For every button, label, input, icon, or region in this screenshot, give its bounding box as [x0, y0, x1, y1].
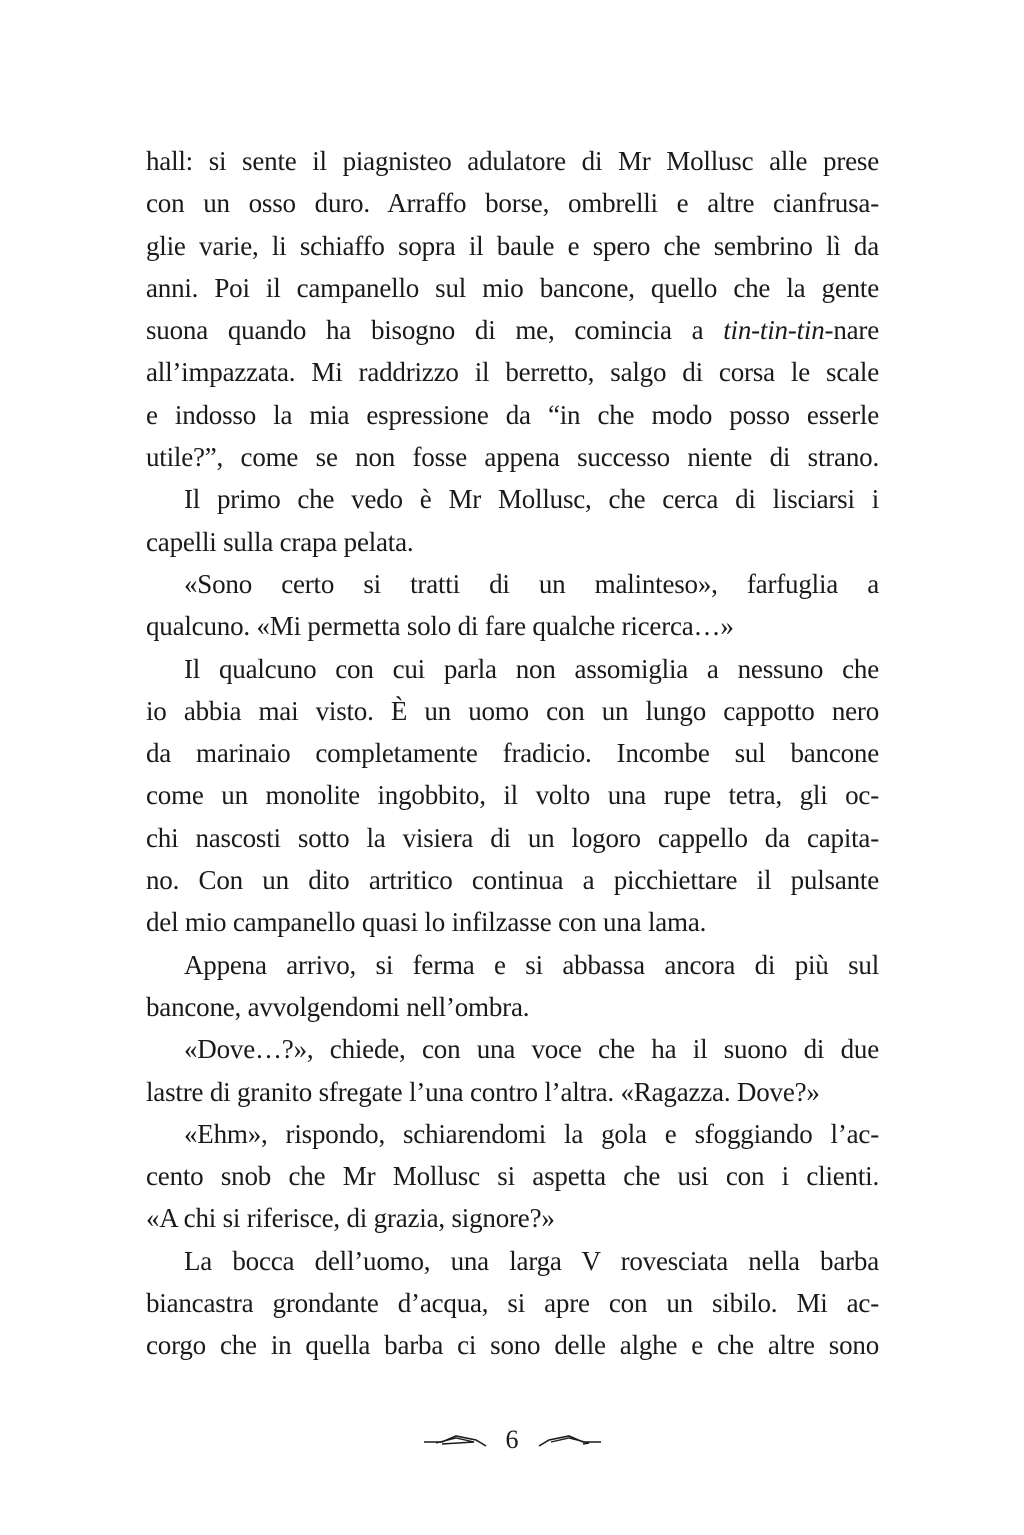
text-line: Il primo che vedo è Mr Mollusc, che cerca di lisciarsi i	[184, 484, 879, 515]
text-line: Il qualcuno con cui parla non assomiglia a nessuno che	[184, 653, 879, 684]
text-line: io abbia mai visto. È un uomo con un lungo cappotto nero	[146, 695, 879, 726]
text-run: nare	[833, 315, 879, 346]
text-line: anni. Poi il campanello sul mio bancone, quello che la gente	[146, 272, 879, 303]
text-line: e indosso la mia espressione da “in che modo posso esserle	[146, 399, 879, 430]
text-line: chi nascosti sotto la visiera di un logoro cappello da capita-	[146, 822, 879, 853]
page-number: 6	[505, 1425, 519, 1454]
text-line: cento snob che Mr Mollusc si aspetta che usi con i clienti.	[146, 1161, 879, 1192]
text-line: utile?”, come se non fosse appena successo niente di strano.	[146, 442, 879, 473]
text-line: lastre di granito sfregate l’una contro l’altra. «Ragazza. Dove?»	[146, 1076, 820, 1107]
text-line: La bocca dell’uomo, una larga V rovesciata nella barba	[184, 1245, 879, 1276]
text-line	[146, 309, 879, 351]
text-line: bancone, avvolgendomi nell’ombra.	[146, 991, 530, 1022]
text-line: del mio campanello quasi lo infilzasse con una lama.	[146, 907, 707, 938]
italic-run: tin-tin-tin-	[723, 315, 834, 346]
text-run: suona quando ha bisogno di me, comincia a	[146, 315, 724, 346]
text-line: glie varie, li schiaffo sopra il baule e spero che sembrino lì da	[146, 230, 879, 261]
text-line: capelli sulla crapa pelata.	[146, 526, 414, 557]
text-line: Appena arrivo, si ferma e si abbassa ancora di più sul	[184, 949, 879, 980]
flourish-left-icon	[422, 1430, 488, 1450]
text-line: hall: si sente il piagnisteo adulatore di Mr Mollusc alle prese	[146, 146, 879, 176]
page-body	[146, 140, 879, 1367]
text-line: corgo che in quella barba ci sono delle alghe e che altre sono	[146, 1330, 879, 1361]
text-line: no. Con un dito artritico continua a picchiettare il pulsante	[146, 865, 879, 896]
text-line: da marinaio completamente fradicio. Incombe sul bancone	[146, 738, 879, 769]
text-line: biancastra grondante d’acqua, si apre con un sibilo. Mi ac-	[146, 1288, 879, 1319]
text-line: «Dove…?», chiede, con una voce che ha il suono di due	[184, 1034, 879, 1065]
text-line: «Sono certo si tratti di un malinteso», farfuglia a	[184, 568, 879, 599]
text-line: all’impazzata. Mi raddrizzo il berretto, salgo di corsa le scale	[146, 357, 879, 388]
text-line: con un osso duro. Arraffo borse, ombrelli e altre cianfrusa-	[146, 188, 879, 219]
text-line: «A chi si riferisce, di grazia, signore?»	[146, 1203, 555, 1234]
page-footer	[0, 1425, 1024, 1455]
text-line: come un monolite ingobbito, il volto una rupe tetra, gli oc-	[146, 780, 879, 811]
flourish-right-icon	[537, 1430, 603, 1450]
text-line: qualcuno. «Mi permetta solo di fare qualche ricerca…»	[146, 611, 734, 642]
text-line: «Ehm», rispondo, schiarendomi la gola e sfoggiando l’ac-	[184, 1118, 879, 1149]
